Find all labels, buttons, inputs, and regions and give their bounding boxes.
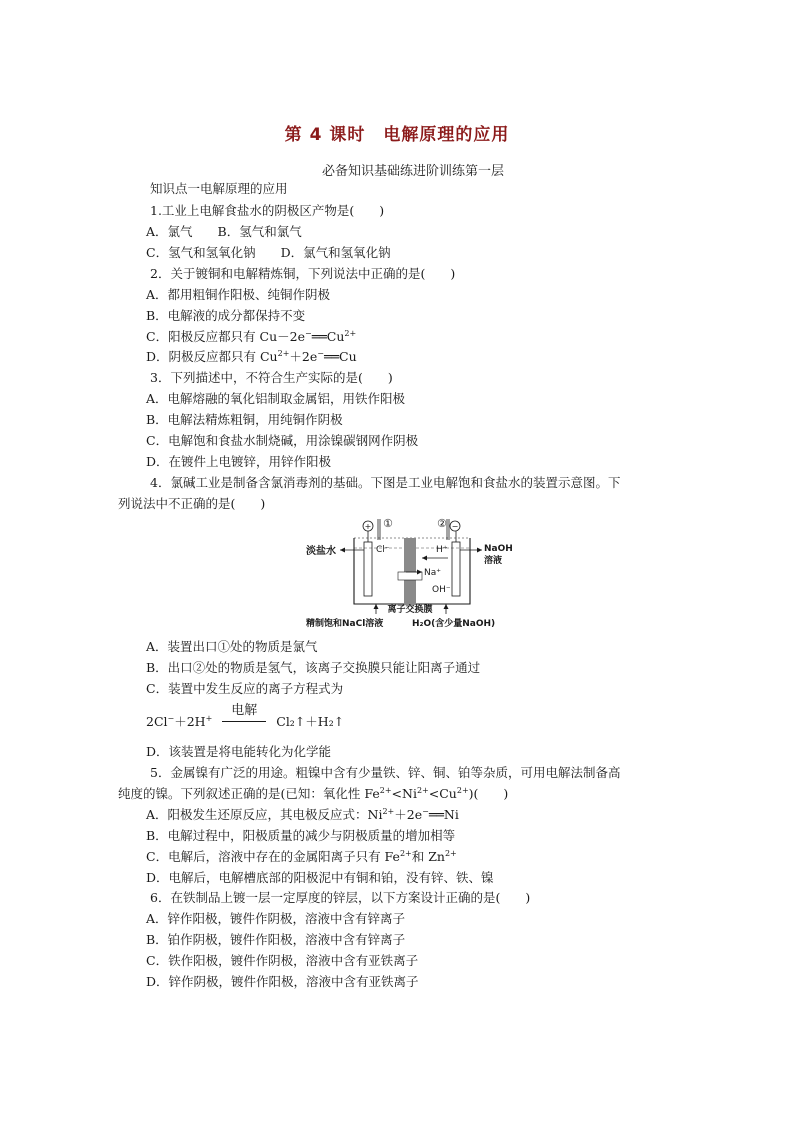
q6-option-a: A．锌作阳极，镀件作阴极，溶液中含有锌离子 [146,911,406,926]
q5-option-b: B．电解过程中，阳极质量的减少与阴极质量的增加相等 [146,828,456,843]
naoh-solution-label: 溶液 [484,556,503,566]
q5-stem-line1: 5．金属镍有广泛的用途。粗镍中含有少量铁、锌、铜、铂等杂质，可用电解法制备高 [150,765,621,780]
page-title: 第 4 课时 电解原理的应用 [284,125,510,145]
q5-option-c: C．电解后，溶液中存在的金属阳离子只有 $Fe^{2+}$和 $Zn^{2+}$ [146,848,457,864]
q6-option-d: D．锌作阴极，镀件作阳极，溶液中含有亚铁离子 [146,974,419,989]
page-subtitle: 必备知识基础练进阶训练第一层 [321,164,504,179]
q2-option-a: A．都用粗铜作阳极、纯铜作阴极 [146,287,331,302]
outlet-2-label: ② [437,517,447,530]
q1-stem: 1.工业上电解食盐水的阴极区产物是( ) [150,203,385,218]
q3-stem: 3．下列描述中，不符合生产实际的是( ) [150,370,393,385]
electrolysis-cell-diagram [306,516,518,632]
q6-stem: 6．在铁制品上镀一层一定厚度的锌层，以下方案设计正确的是( ) [150,890,531,905]
sodium-ion-label: Na⁺ [424,568,441,578]
hydrogen-ion-label: H⁺ [436,545,448,555]
q5-option-d: D．电解后，电解槽底部的阳极泥中有铜和铂，没有锌、铁、镍 [146,870,494,885]
membrane-label: 离子交换膜 [387,605,433,615]
cathode-electrode [452,542,460,596]
q2-option-b: B．电解液的成分都保持不变 [146,308,306,323]
q3-option-d: D．在镀件上电镀锌，用锌作阳极 [146,454,332,469]
naoh-label: NaOH [484,544,513,554]
dilute-brine-label: 淡盐水 [306,546,336,557]
q6-option-c: C．铁作阳极，镀件作阴极，溶液中含有亚铁离子 [146,953,419,968]
anode-sign: + [364,522,372,531]
q6-option-b: B．铂作阴极，镀件作阳极，溶液中含有锌离子 [146,932,406,947]
electrolysis-arrow [222,702,266,731]
q5-option-a: A．阳极发生还原反应，其电极反应式：$Ni^{2+}+2e^-══Ni$ [146,806,459,822]
saturated-brine-inlet-label: 精制饱和NaCl溶液 [306,619,384,629]
hydroxide-ion-label: OH⁻ [432,585,451,595]
q4-option-a: A．装置出口①处的物质是氯气 [146,639,318,654]
q4-option-b: B．出口②处的物质是氢气，该离子交换膜只能让阳离子通过 [146,660,481,675]
q4-stem-line1: 4．氯碱工业是制备含氯消毒剂的基础。下图是工业电解饱和食盐水的装置示意图。下 [150,475,621,490]
water-inlet-label: H₂O(含少量NaOH) [412,619,496,629]
q3-option-a: A．电解熔融的氧化铝制取金属铝，用铁作阳极 [146,391,406,406]
q4-stem-line2: 列说法中不正确的是( ) [118,496,266,511]
cathode-sign: − [451,522,459,531]
chloride-ion-label: Cl⁻ [376,545,390,555]
q5-stem-line2: 纯度的镍。下列叙述正确的是(已知：氧化性 $Fe^{2+}<Ni^{2+}<Cu^{2+}$)( ) [118,785,509,801]
q3-option-b: B．电解法精炼粗铜，用纯铜作阴极 [146,412,343,427]
q4-equation: 2Cl−＋2H+ 电解 Cl₂↑＋H₂↑ [146,712,344,731]
q2-option-c: C．阳极反应都只有 $Cu-2e^-══Cu^{2+}$ [146,328,357,344]
q2-stem: 2．关于镀铜和电解精炼铜，下列说法中正确的是( ) [150,266,456,281]
electrolysis-label: 电解 [231,702,258,718]
ion-exchange-membrane [404,538,416,604]
q2-option-d: D．阴极反应都只有 $Cu^{2+}+2e^-══Cu$ [146,348,357,364]
outlet-1-label: ① [383,517,393,530]
q4-option-c: C．装置中发生反应的离子方程式为 [146,681,344,696]
q1-options-ab: A．氯气 B．氢气和氯气 [146,224,302,239]
section-heading: 知识点一电解原理的应用 [150,181,288,196]
q1-options-cd: C．氢气和氢氧化钠 D．氯气和氢氧化钠 [146,245,391,260]
q3-option-c: C．电解饱和食盐水制烧碱，用涂镍碳钢网作阴极 [146,433,419,448]
q4-option-d: D．该装置是将电能转化为化学能 [146,744,332,759]
anode-electrode [364,542,372,596]
